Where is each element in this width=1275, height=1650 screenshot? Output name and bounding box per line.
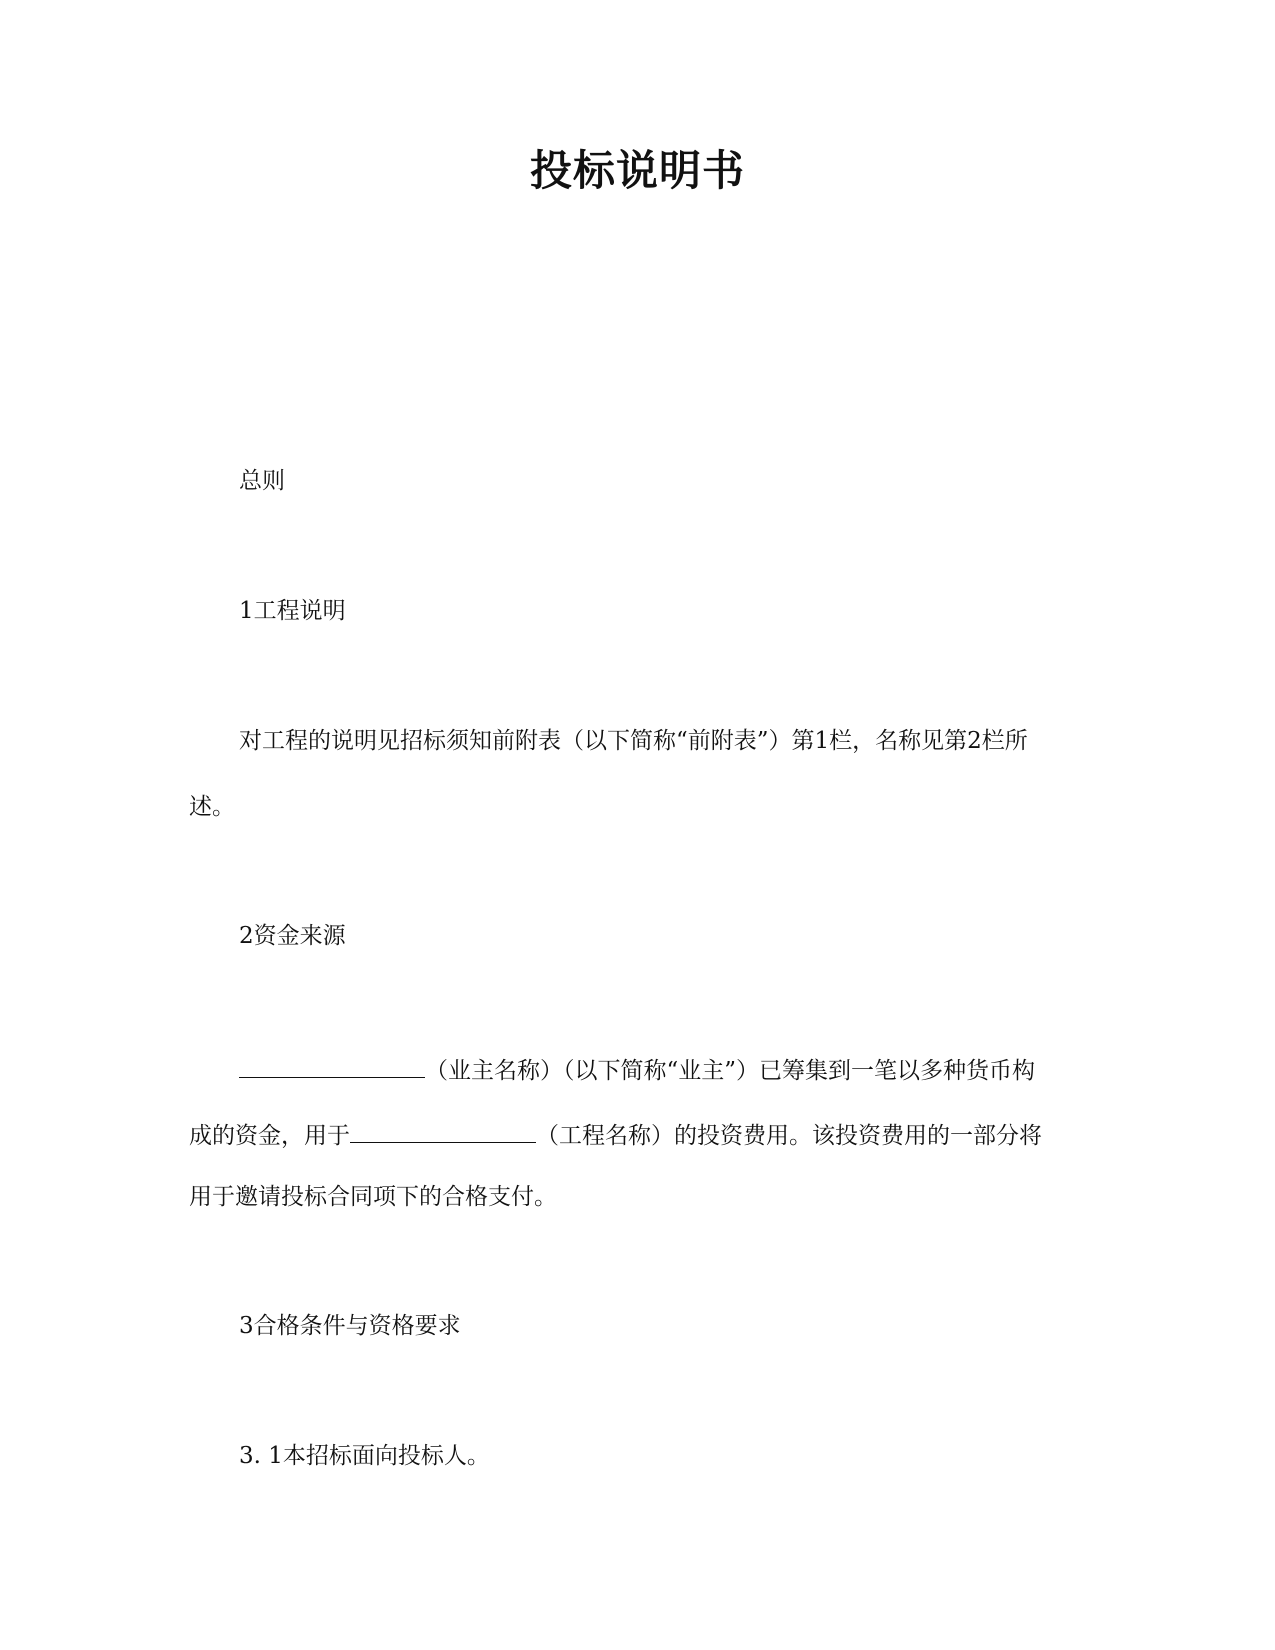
project-name-text: （工程名称）的投资费用。该投资费用的一部分将	[536, 1123, 1042, 1149]
section-2-paragraph-line-3: 用于邀请投标合同项下的合格支付。	[189, 1184, 557, 1210]
section-3-item-1: 3. 1本招标面向投标人。	[239, 1443, 490, 1469]
owner-name-blank	[239, 1055, 425, 1078]
section-2-paragraph-line-2	[189, 1120, 1042, 1148]
section-2-paragraph-line-1	[239, 1055, 1035, 1083]
section-2-heading: 2资金来源	[239, 923, 346, 949]
owner-name-text: （业主名称）（以下简称“业主”）已筹集到一笔以多种货币构	[425, 1058, 1036, 1084]
section-1-heading: 1工程说明	[239, 598, 346, 624]
project-name-blank	[350, 1120, 536, 1143]
section-1-paragraph-line-1: 对工程的说明见招标须知前附表（以下简称“前附表”）第1栏，名称见第2栏所	[239, 728, 1028, 754]
funds-text: 成的资金，用于	[189, 1123, 350, 1149]
section-3-heading: 3合格条件与资格要求	[239, 1313, 461, 1339]
document-title: 投标说明书	[529, 146, 745, 195]
heading-general: 总则	[239, 468, 285, 494]
section-1-paragraph-line-2: 述。	[189, 794, 235, 820]
